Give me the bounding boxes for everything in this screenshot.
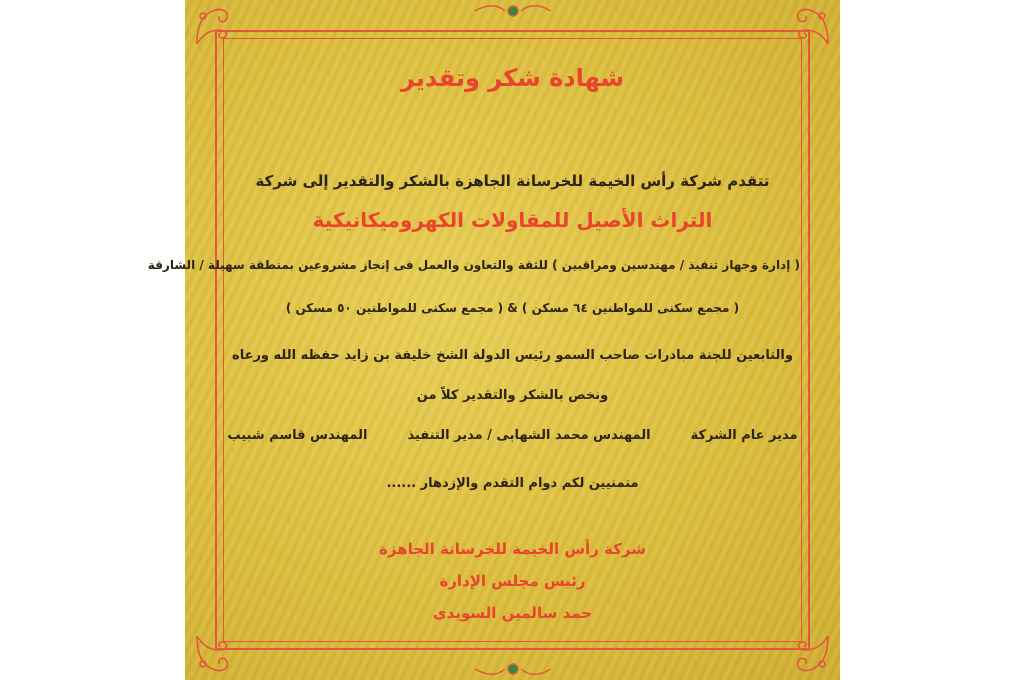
official-name: المهندس قاسم شبيب <box>227 428 368 443</box>
signature-company: شركة رأس الخيمة للخرسانة الجاهزة <box>379 540 646 558</box>
projects-line: ( مجمع سكنى للمواطنين ٦٤ مسكن ) & ( مجمع سكنى للمواطنين ٥٠ مسكن ) <box>285 301 740 315</box>
affiliation-line: والتابعين للجنة مبادرات صاحب السمو رئيس الدولة الشخ خليفة بن زايد حفظه الله ورعاه <box>232 348 793 363</box>
certificate-title: شهادة شكر وتقدير <box>400 64 625 92</box>
wishes-line: متمنيين لكم دوام التقدم والإزدهار ...... <box>386 476 639 491</box>
official-name: مدير عام الشركة <box>690 428 798 443</box>
intro-line: تتقدم شركة رأس الخيمة للخرسانة الجاهزة بالشكر والتقدير إلى شركة <box>255 172 770 190</box>
recipient-company: التراث الأصيل للمقاولات الكهروميكانيكية <box>312 208 713 232</box>
certificate <box>147 0 840 680</box>
certificate-content <box>147 0 800 680</box>
details-line: ( إدارة وجهاز تنفيذ / مهندسين ومراقبين ) للثقة والتعاون والعمل فى إنجاز مشروعين بمنطقة سهيلة / الشارقة <box>147 258 800 272</box>
officials-row <box>185 428 840 443</box>
signature-name: حمد سالمين السويدى <box>432 604 593 622</box>
special-thanks-line: ونخص بالشكر والتقدير كلاً من <box>416 388 609 403</box>
official-name: المهندس محمد الشهابى / مدير التنفيذ <box>407 428 651 443</box>
signature-position: رئيس مجلس الإدارة <box>439 572 586 590</box>
